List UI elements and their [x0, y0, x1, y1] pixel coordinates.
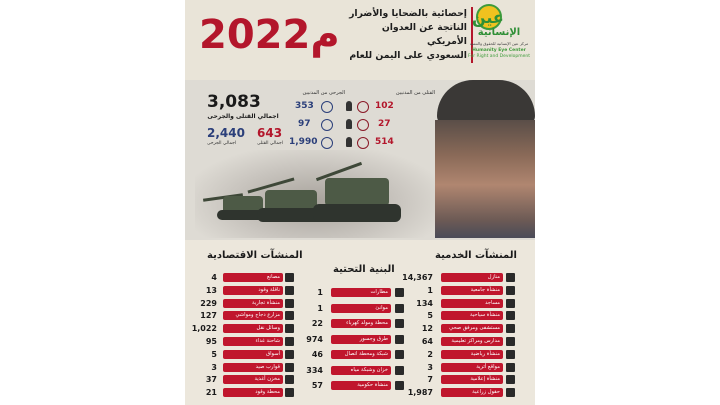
- total-killed-label: اجمالي القتلى: [257, 141, 284, 146]
- category-icon: [285, 299, 294, 308]
- list-item: [295, 287, 420, 298]
- item-label: أسواق: [223, 350, 283, 359]
- item-label: شاحنة غذاء: [223, 337, 283, 346]
- category-icon: [506, 350, 515, 359]
- item-value: 2: [427, 349, 433, 359]
- killed-women-value: 27: [378, 119, 391, 129]
- category-icon: [285, 324, 294, 333]
- item-value: 95: [205, 337, 217, 346]
- category-icon: [395, 381, 404, 390]
- list-item: [405, 310, 535, 321]
- woman-icon: [346, 119, 352, 129]
- list-item: [405, 336, 535, 347]
- item-label: مدارس ومراكز تعليمية: [441, 337, 503, 346]
- man-icon: [346, 137, 352, 147]
- list-item: [295, 349, 420, 360]
- list-item: [405, 285, 535, 296]
- item-label: موانئ: [331, 304, 391, 313]
- item-value: 1,987: [407, 388, 433, 398]
- item-value: 57: [311, 381, 323, 390]
- item-label: طرق وجسور: [331, 335, 391, 344]
- list-item: [187, 323, 297, 334]
- item-value: 12: [421, 324, 433, 334]
- injured-children-circle: [321, 101, 333, 113]
- list-item: [187, 298, 297, 309]
- killed-children-value: 102: [375, 101, 394, 111]
- list-item: [405, 387, 535, 398]
- item-label: مواقع أثرية: [441, 363, 503, 372]
- item-label: مطارات: [331, 288, 391, 297]
- item-label: منشأة حكومية: [331, 381, 391, 390]
- item-value: 1: [427, 285, 433, 295]
- category-icon: [506, 299, 515, 308]
- humanity-eye-logo: عين الإنسانية مركز عين الإنسانية للحقوق والتنمية Humanity Eye Center For Right and Development: [468, 4, 532, 64]
- item-label: مساجد: [441, 299, 503, 308]
- child-photo: [435, 120, 535, 238]
- item-value: 21: [205, 388, 217, 398]
- item-value: 334: [306, 365, 323, 375]
- injured-men-circle: [321, 137, 333, 149]
- category-icon: [395, 319, 404, 328]
- item-value: 64: [421, 337, 433, 346]
- category-icon: [285, 350, 294, 359]
- list-item: [295, 318, 420, 329]
- child-icon: [346, 101, 352, 111]
- list-item: [187, 374, 297, 385]
- year-title: 2022م: [199, 12, 340, 58]
- category-icon: [506, 273, 515, 282]
- killed-children-circle: [357, 101, 369, 113]
- category-icon: [285, 375, 294, 384]
- item-label: منشأة إعلامية: [441, 375, 503, 384]
- item-value: 37: [205, 375, 217, 385]
- list-item: [295, 303, 420, 314]
- item-label: منشأة جامعية: [441, 286, 503, 295]
- category-icon: [395, 304, 404, 313]
- item-label: مصانع: [223, 273, 283, 282]
- item-value: 1: [317, 288, 323, 297]
- item-label: مستشفى ومرفق صحي: [441, 324, 503, 333]
- item-label: محطة وقود: [223, 388, 283, 397]
- list-item: [402, 272, 535, 283]
- list-item: [187, 362, 297, 373]
- killed-men-value: 514: [375, 137, 394, 147]
- child-photo-hair: [437, 80, 535, 125]
- item-value: 229: [200, 298, 217, 308]
- item-value: 4: [211, 273, 217, 282]
- killed-men-circle: [357, 137, 369, 149]
- item-value: 3: [211, 362, 217, 372]
- economic-facilities-title: المنشآت الاقتصادية: [207, 250, 303, 261]
- category-icon: [506, 311, 515, 320]
- category-icon: [285, 337, 294, 346]
- list-item: [405, 374, 535, 385]
- killed-women-circle: [357, 119, 369, 131]
- item-label: مخزن أغذية: [223, 375, 283, 384]
- list-item: [405, 323, 535, 334]
- list-item: [187, 272, 297, 283]
- list-item: [295, 380, 420, 391]
- item-value: 22: [311, 319, 323, 328]
- injured-men-value: 1,990: [289, 137, 318, 147]
- item-label: منازل: [441, 273, 503, 282]
- item-label: منشأة سياحية: [441, 311, 503, 320]
- injured-women-circle: [321, 119, 333, 131]
- list-item: [187, 336, 297, 347]
- item-value: 7: [427, 375, 433, 385]
- category-icon: [285, 363, 294, 372]
- total-injured-value: 2,440: [207, 126, 245, 140]
- item-label: ناقلة وقود: [223, 286, 283, 295]
- item-value: 1: [317, 303, 323, 313]
- category-icon: [395, 288, 404, 297]
- service-facilities-title: المنشآت الخدمية: [435, 250, 517, 261]
- list-item: [187, 349, 297, 360]
- item-label: حقول زراعية: [441, 388, 503, 397]
- total-value: 3,083: [207, 92, 261, 112]
- list-item: [295, 334, 420, 345]
- category-icon: [285, 273, 294, 282]
- category-icon: [395, 335, 404, 344]
- item-label: منشأة رياضية: [441, 350, 503, 359]
- item-label: قوارب صيد: [223, 363, 283, 372]
- killed-header: القتلى من المدنيين: [395, 90, 435, 96]
- category-icon: [506, 363, 515, 372]
- item-label: محطة ومولد كهرباء: [331, 319, 391, 328]
- list-item: [295, 365, 420, 376]
- list-item: [405, 298, 535, 309]
- category-icon: [506, 324, 515, 333]
- injured-header: الجرحى من المدنيين: [302, 90, 345, 96]
- category-icon: [395, 350, 404, 359]
- category-icon: [506, 337, 515, 346]
- category-icon: [395, 366, 404, 375]
- injured-children-value: 353: [295, 101, 314, 111]
- item-value: 5: [427, 311, 433, 321]
- list-item: [187, 310, 297, 321]
- item-value: 127: [200, 311, 217, 321]
- item-label: وسائل نقل: [223, 324, 283, 333]
- header: [185, 0, 535, 80]
- poster-title: إحصائية بالضحايا والأضرار الناتجة عن العدوان الأمريكي السعودي على اليمن للعام: [345, 7, 473, 63]
- total-label: اجمالي القتلى والجرحى: [207, 113, 279, 120]
- list-item: [405, 362, 535, 373]
- infrastructure-title: البنية التحتية: [333, 264, 395, 275]
- category-icon: [285, 286, 294, 295]
- total-injured-label: اجمالي الجرحى: [207, 141, 237, 146]
- item-value: 46: [311, 350, 323, 359]
- item-value: 5: [211, 349, 217, 359]
- category-icon: [285, 311, 294, 320]
- item-value: 14,367: [402, 273, 433, 282]
- item-label: خزان وشبكة مياه: [331, 366, 391, 375]
- injured-women-value: 97: [298, 119, 311, 129]
- category-icon: [506, 375, 515, 384]
- list-item: [187, 285, 297, 296]
- item-value: 1,022: [191, 324, 217, 334]
- list-item: [187, 387, 297, 398]
- item-value: 134: [416, 298, 433, 308]
- item-label: مزارع دجاج ومواشي: [223, 311, 283, 320]
- category-icon: [506, 286, 515, 295]
- item-value: 3: [427, 362, 433, 372]
- item-label: منشأة تجارية: [223, 299, 283, 308]
- item-label: شبكة ومحطة اتصال: [331, 350, 391, 359]
- item-value: 13: [205, 285, 217, 295]
- category-icon: [285, 388, 294, 397]
- item-value: 974: [306, 334, 323, 344]
- infographic-poster: [185, 0, 535, 405]
- list-item: [405, 349, 535, 360]
- total-killed-value: 643: [257, 126, 283, 140]
- category-icon: [506, 388, 515, 397]
